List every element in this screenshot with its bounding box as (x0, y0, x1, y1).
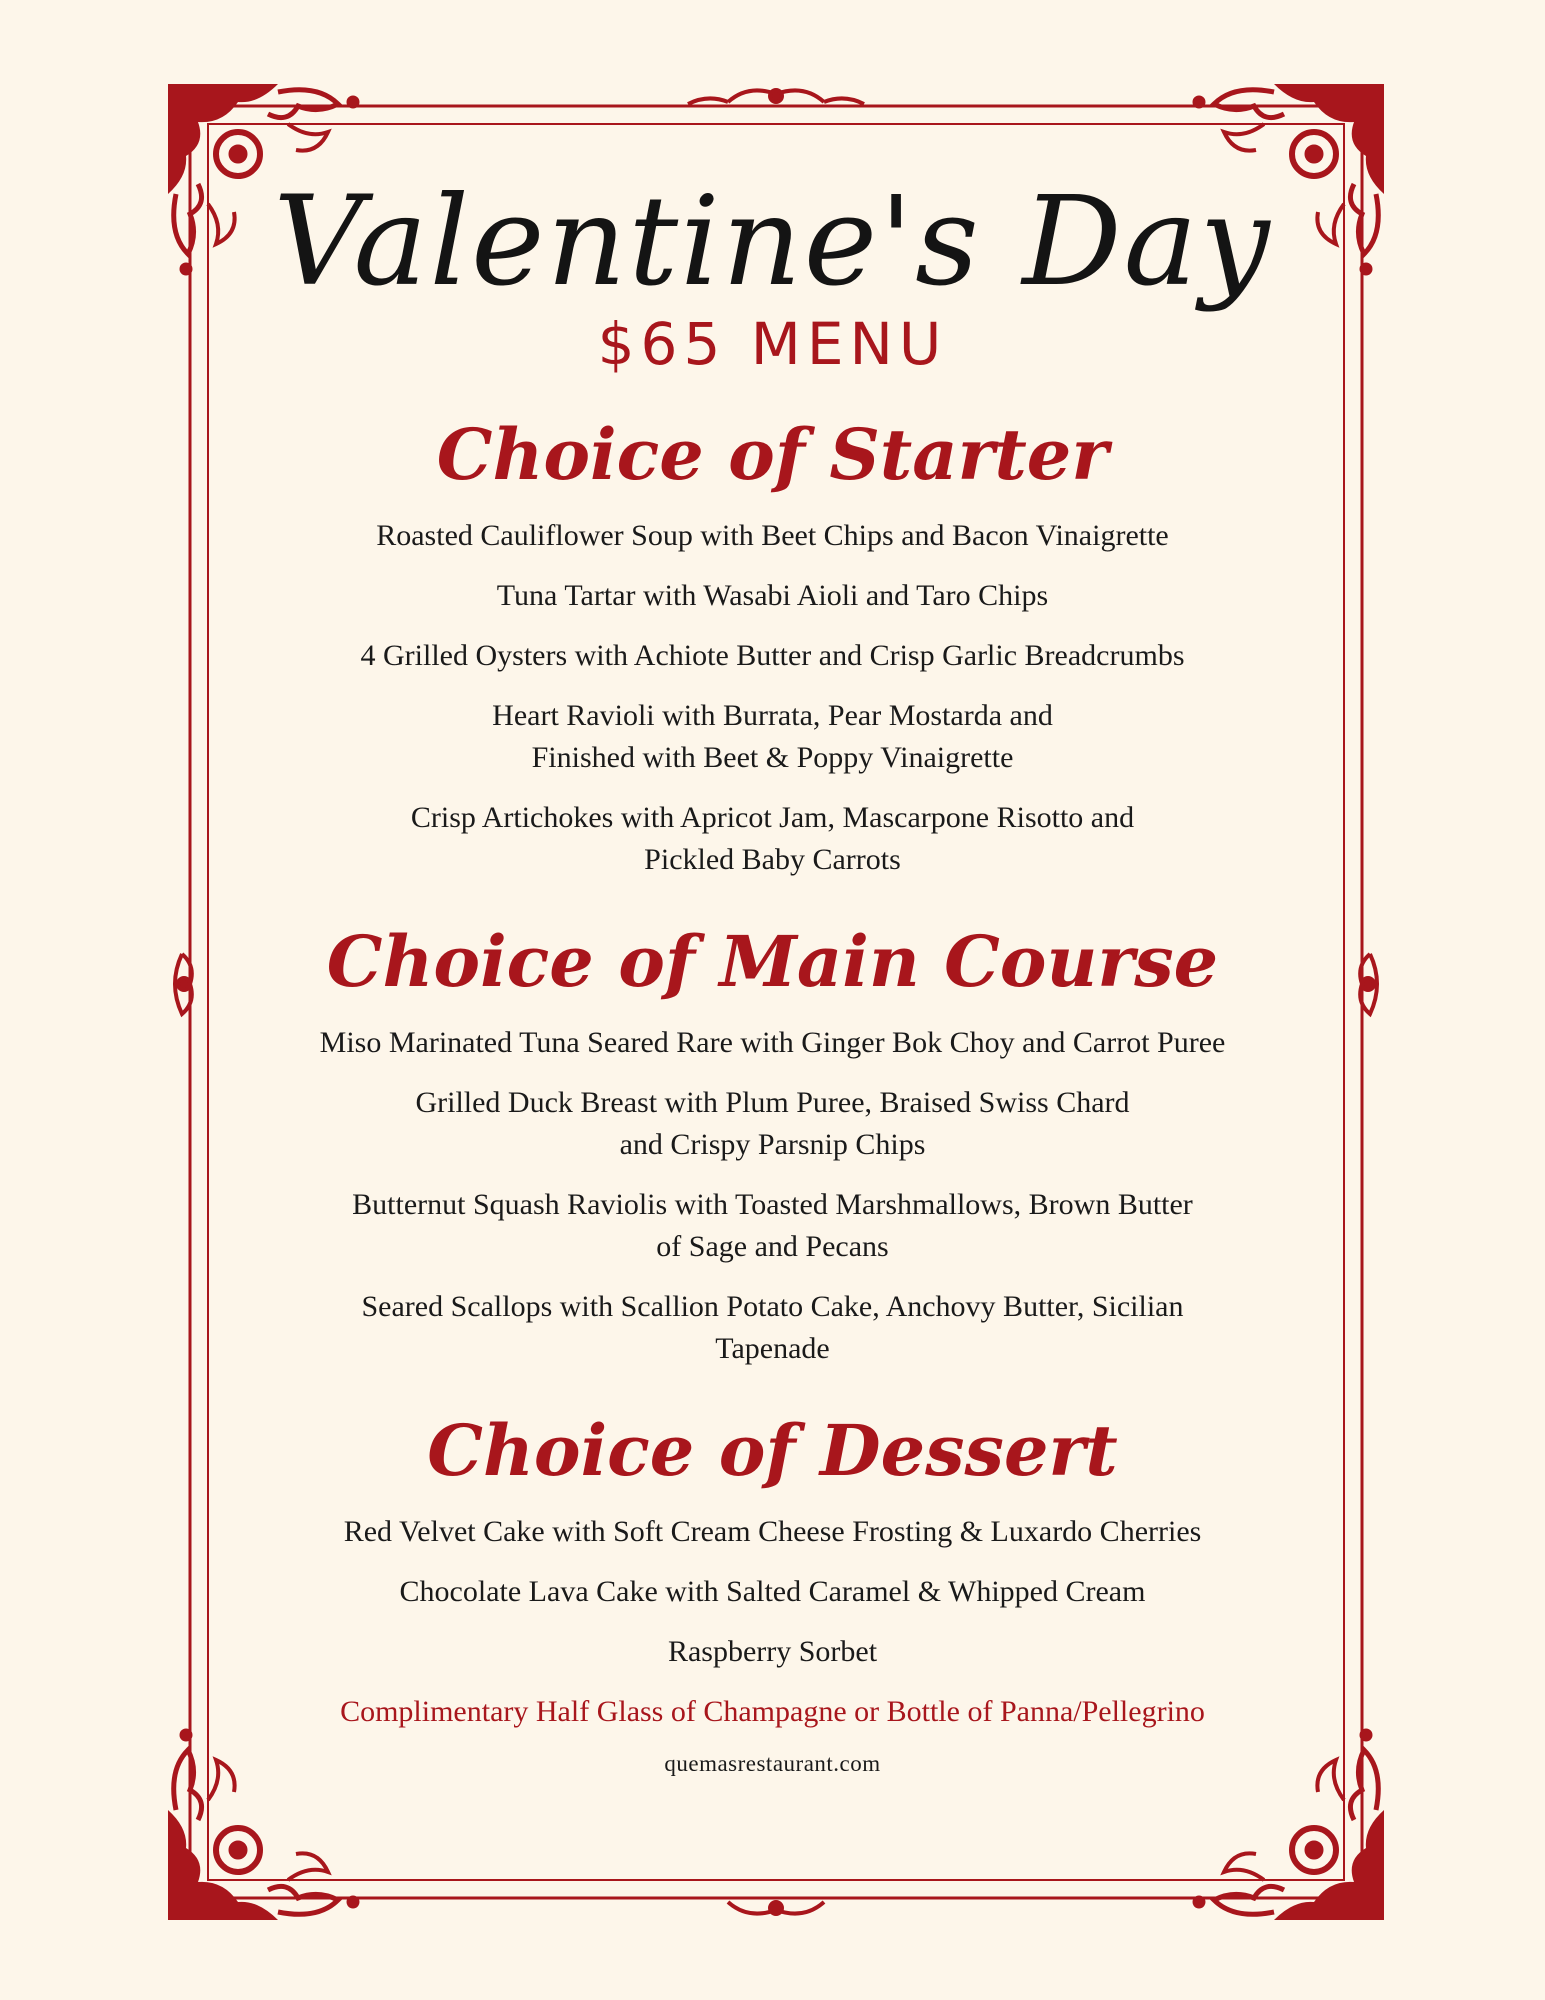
list-item (200, 575, 1345, 617)
list-item-line: Tapenade (715, 1332, 830, 1365)
list-item (200, 1184, 1345, 1268)
list-item-line: Heart Ravioli with Burrata, Pear Mostarda and (492, 699, 1053, 732)
list-item-line: Grilled Duck Breast with Plum Puree, Braised Swiss Chard (415, 1086, 1130, 1119)
section-heading-starter: Choice of Starter (436, 413, 1109, 496)
menu-content (200, 160, 1345, 1777)
complimentary-note: Complimentary Half Glass of Champagne or Bottle of Panna/Pellegrino (340, 1695, 1205, 1728)
section-heading-dessert: Choice of Dessert (427, 1409, 1118, 1492)
list-item-line: Seared Scallops with Scallion Potato Cake, Anchovy Butter, Sicilian (361, 1290, 1184, 1323)
list-item-line: Pickled Baby Carrots (644, 843, 901, 876)
list-item-line: Butternut Squash Raviolis with Toasted Marshmallows, Brown Butter (352, 1188, 1193, 1221)
main-course-list (200, 1022, 1345, 1370)
list-item (200, 1631, 1345, 1673)
list-item (200, 635, 1345, 677)
list-item-line: of Sage and Pecans (656, 1230, 889, 1263)
price-subtitle: $65 MENU (597, 310, 948, 378)
list-item-line: Crisp Artichokes with Apricot Jam, Mascarpone Risotto and (410, 801, 1135, 834)
list-item (200, 1571, 1345, 1613)
starter-list (200, 515, 1345, 881)
list-item (200, 797, 1345, 881)
list-item-line: Finished with Beet & Poppy Vinaigrette (531, 741, 1014, 774)
list-item-line: Raspberry Sorbet (667, 1635, 878, 1668)
dessert-list (200, 1511, 1345, 1673)
list-item (200, 1082, 1345, 1166)
list-item-line: Roasted Cauliflower Soup with Beet Chips and Bacon Vinaigrette (376, 519, 1169, 552)
page-title: Valentine's Day (273, 170, 1272, 314)
list-item (200, 1511, 1345, 1553)
list-item-line: Chocolate Lava Cake with Salted Caramel & Whipped Cream (399, 1575, 1146, 1608)
website-link[interactable]: quemasrestaurant.com (664, 1751, 881, 1776)
list-item-line: and Crispy Parsnip Chips (619, 1128, 926, 1161)
list-item (200, 1286, 1345, 1370)
list-item (200, 695, 1345, 779)
list-item-line: Red Velvet Cake with Soft Cream Cheese Frosting & Luxardo Cherries (343, 1515, 1202, 1548)
section-heading-main-course: Choice of Main Course (326, 920, 1219, 1003)
list-item-line: 4 Grilled Oysters with Achiote Butter and Crisp Garlic Breadcrumbs (360, 639, 1185, 672)
list-item (200, 515, 1345, 557)
list-item-line: Tuna Tartar with Wasabi Aioli and Taro Chips (496, 579, 1049, 612)
list-item-line: Miso Marinated Tuna Seared Rare with Ginger Bok Choy and Carrot Puree (319, 1026, 1226, 1059)
list-item (200, 1022, 1345, 1064)
